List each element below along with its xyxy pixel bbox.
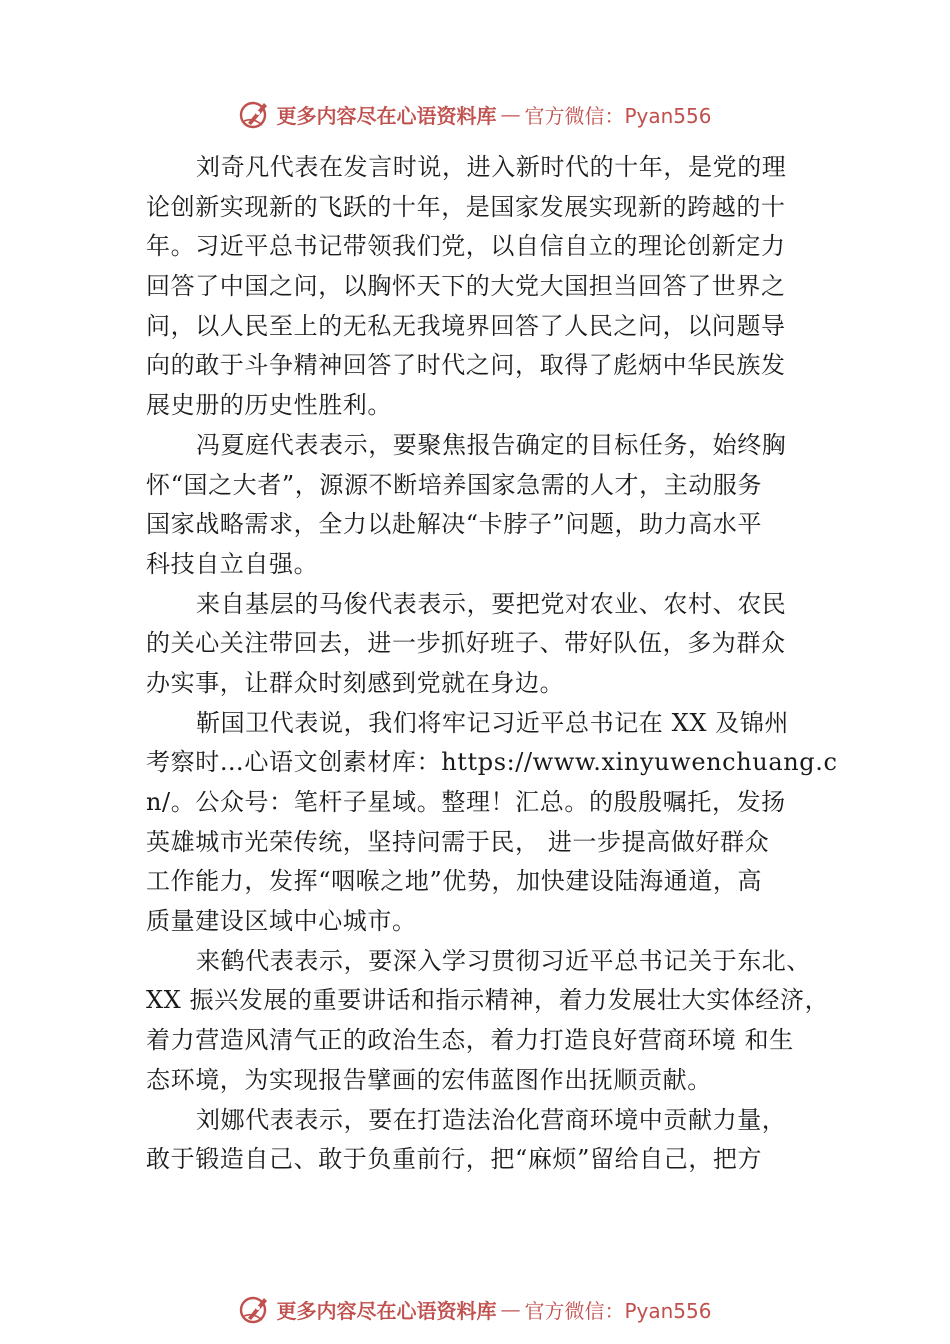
text-line: 刘娜代表表示，要在打造法治化营商环境中贡献力量， (196, 1105, 787, 1134)
paragraph (146, 704, 846, 942)
text-line: 着力营造风清气正的政治生态，着力打造良好营商环境 和生 (146, 1026, 794, 1055)
banner-wechat-text: 官方微信：Pyan556 (524, 1298, 712, 1323)
header-banner (0, 94, 950, 134)
text-line: 论创新实现新的飞跃的十年，是国家发展实现新的跨越的十 (146, 192, 786, 221)
banner-separator: — (500, 102, 521, 126)
pen-nib-circle-icon (238, 1292, 272, 1326)
document-body (146, 148, 846, 1180)
text-line: 来自基层的马俊代表表示，要把党对农业、农村、农民 (196, 589, 787, 618)
text-line: 工作能力，发挥“咽喉之地”优势，加快建设陆海通道，高 (146, 867, 763, 896)
banner-separator: — (500, 1297, 521, 1321)
paragraph (146, 1101, 846, 1180)
text-line: 来鹤代表表示，要深入学习贯彻习近平总书记关于东北、 (196, 946, 811, 975)
text-line: n/。公众号：笔杆子星域。整理！汇总。的殷殷嘱托，发扬 (146, 788, 786, 816)
footer-banner (0, 1289, 950, 1329)
text-line: 科技自立自强。 (146, 549, 319, 578)
text-line: XX 振兴发展的重要讲话和指示精神，着力发展壮大实体经济， (146, 986, 830, 1015)
text-line: 回答了中国之问，以胸怀天下的大党大国担当回答了世界之 (146, 272, 786, 301)
banner-wechat-text: 官方微信：Pyan556 (524, 103, 712, 128)
paragraph (146, 426, 846, 585)
paragraph (146, 942, 846, 1101)
text-line: 考察时…心语文创素材库：https://www.xinyuwenchuang.c (146, 748, 838, 777)
text-line: 冯夏庭代表表示，要聚焦报告确定的目标任务，始终胸 (196, 430, 787, 459)
text-line: 办实事，让群众时刻感到党就在身边。 (146, 668, 565, 697)
banner-brand-text: 更多内容尽在心语资料库 (276, 1298, 497, 1323)
text-line: 年。习近平总书记带领我们党，以自信自立的理论创新定力 (146, 232, 786, 261)
text-line: 英雄城市光荣传统，坚持问需于民， 进一步提高做好群众 (146, 827, 770, 856)
text-line: 靳国卫代表说，我们将牢记习近平总书记在 XX 及锦州 (196, 708, 790, 737)
text-line: 敢于锻造自己、敢于负重前行，把“麻烦”留给自己，把方 (146, 1145, 763, 1174)
text-line: 国家战略需求，全力以赴解决“卡脖子”问题，助力高水平 (146, 510, 763, 539)
text-line: 展史册的历史性胜利。 (146, 391, 392, 420)
text-line: 态环境，为实现报告擘画的宏伟蓝图作出抚顺贡献。 (146, 1065, 712, 1094)
text-line: 刘奇凡代表在发言时说，进入新时代的十年，是党的理 (196, 153, 787, 181)
paragraph (146, 148, 846, 426)
text-line: 问，以人民至上的无私无我境界回答了人民之问，以问题导 (146, 311, 786, 340)
text-line: 向的敢于斗争精神回答了时代之问，取得了彪炳中华民族发 (146, 351, 786, 380)
banner-brand-text: 更多内容尽在心语资料库 (276, 103, 497, 128)
text-line: 质量建设区域中心城市。 (146, 907, 417, 936)
text-line: 怀“国之大者”，源源不断培养国家急需的人才，主动服务 (146, 470, 763, 499)
pen-nib-circle-icon (238, 97, 272, 131)
paragraph (146, 585, 846, 704)
text-line: 的关心关注带回去，进一步抓好班子、带好队伍，多为群众 (146, 629, 786, 658)
